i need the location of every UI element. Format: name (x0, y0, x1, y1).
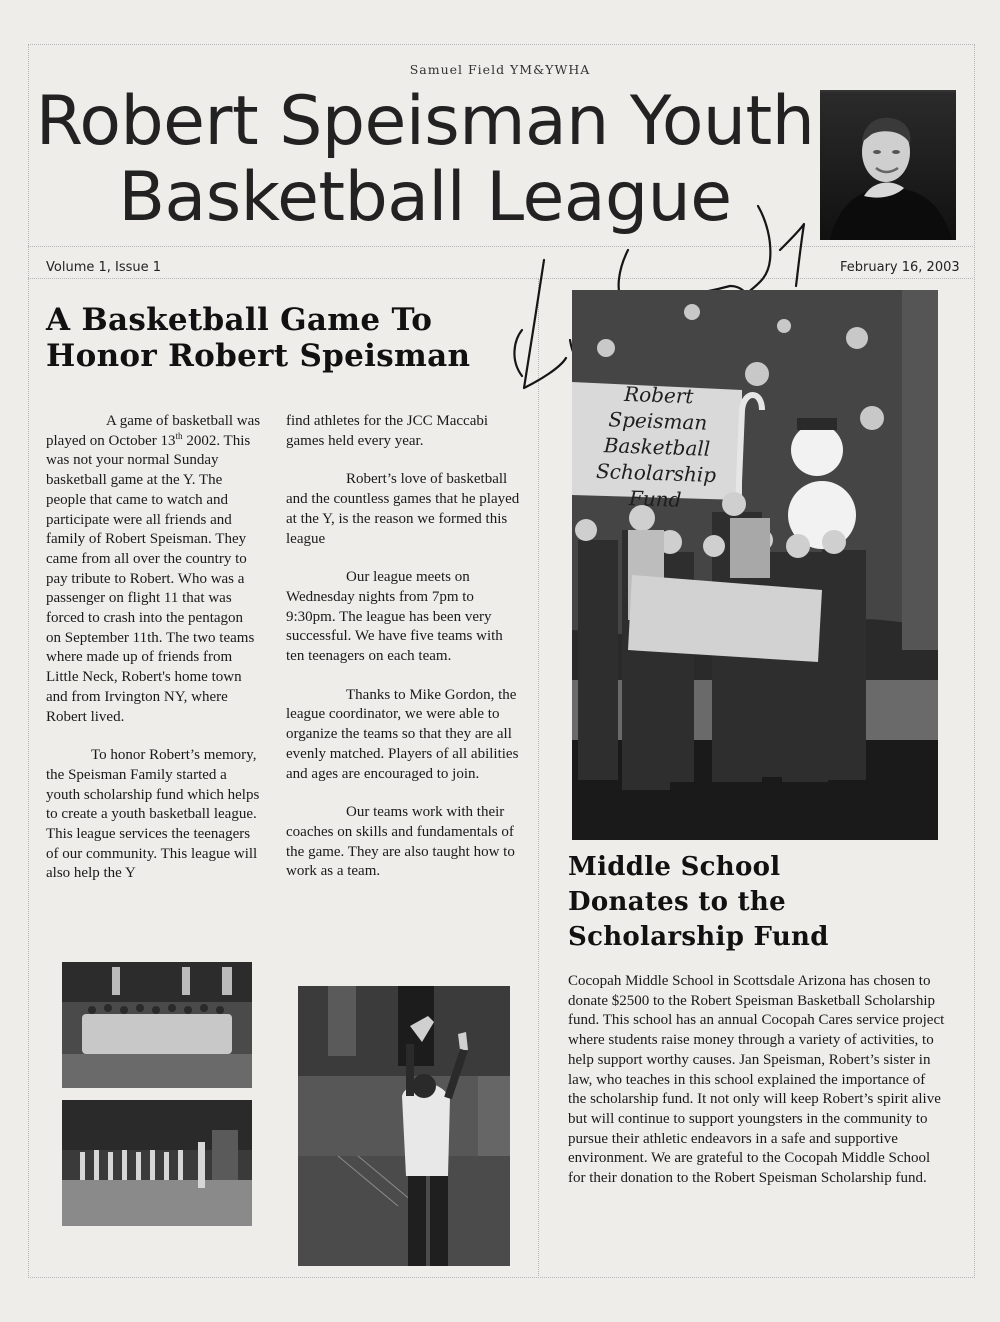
issue-date: February 16, 2003 (840, 260, 960, 275)
banner-line-1: Robert Speisman (608, 381, 708, 435)
team-photo-2-scene (62, 1100, 252, 1226)
article1-paragraph-5: Our league meets on Wednesday nights from 7pm to 9:30pm. The league has been very successful. We have five teams with ten teenagers on each team. (286, 569, 503, 665)
scholarship-check-photo (572, 290, 938, 840)
article1-paragraph-2: To honor Robert’s memory, the Speisman Family started a youth scholarship fund which helps to create a youth basketball league. This league services the teenagers of our community. This league will also help the Y (46, 747, 260, 882)
photo-scene (572, 290, 938, 840)
article1-paragraph-1-end: 2002. This was not your normal Sunday basketball game at the Y. The people that came to watch and participate were all friends and family of Robert Speisman. They came from all over the country to pay tribute to Robert. Who was a passenger on flight 11 that was forced to crash into the pentagon on September 11th. The two teams where made up of friends from Little Neck, Robert's home town and from Irvington NY, where Robert lived. (46, 432, 255, 725)
article1-paragraph-3: find athletes for the JCC Maccabi games held every year. (286, 413, 489, 449)
article1-headline-line-2: Honor Robert Speisman (46, 338, 471, 374)
ordinal-suffix: th (175, 430, 183, 441)
team-photo-1 (62, 962, 252, 1088)
article2-headline (568, 850, 888, 955)
title-line-2: Basketball League (118, 158, 732, 237)
article2-headline-line-1: Middle School (568, 852, 781, 882)
player-shooting-photo (298, 986, 510, 1266)
portrait-photo (820, 90, 956, 240)
banner-line-3: Scholarship Fund (595, 458, 717, 512)
article1-paragraph-1-start: A game of basketball was played on October 13 (46, 413, 261, 449)
volume-issue: Volume 1, Issue 1 (46, 260, 162, 275)
article2-headline-line-2: Donates to the (568, 887, 786, 917)
article2-body: Cocopah Middle School in Scottsdale Arizona has chosen to donate $2500 to the Robert Speisman Basketball Scholarship fund. This school has an annual Cocopah Cares service project where students raise money through a variety of activities, to help support worthy causes. Jan Speisman, Robert’s sister in law, who teaches in this school explained the importance of the scholarship fund. It not only will keep Robert’s spirit alive but will continue to support youngsters in the community to pursue their athletic endeavors in a safe and supportive environment. We are grateful to the Cocopah Middle School for their donation to the Robert Speisman Scholarship fund. (568, 973, 945, 1187)
article1-paragraph-4: Robert’s love of basketball and the countless games that he played at the Y, is the reason we formed this league (286, 471, 520, 547)
article1-column-1 (46, 412, 261, 903)
article1-paragraph-6: Thanks to Mike Gordon, the league coordinator, we were able to organize the teams so that they are all evenly matched. Players of all abilities and ages are encouraged to join. (286, 686, 519, 782)
title-line-1: Robert Speisman Youth (35, 82, 815, 161)
article2-headline-line-3: Scholarship Fund (568, 922, 829, 952)
banner-line-2: Basketball (603, 433, 711, 461)
player-shooting-scene (298, 986, 510, 1266)
team-photo-2 (62, 1100, 252, 1226)
article1-column-2 (286, 412, 521, 901)
scholarship-banner (572, 379, 744, 515)
organization-name: Samuel Field YM&YWHA (409, 62, 591, 77)
article1-headline (46, 302, 516, 374)
article1-paragraph-7: Our teams work with their coaches on skills and fundamentals of the game. They are also taught how to work as a team. (286, 804, 515, 880)
article1-headline-line-1: A Basketball Game To (46, 302, 433, 338)
article1-paragraph-1 (46, 412, 261, 727)
team-photo-1-scene (62, 962, 252, 1088)
